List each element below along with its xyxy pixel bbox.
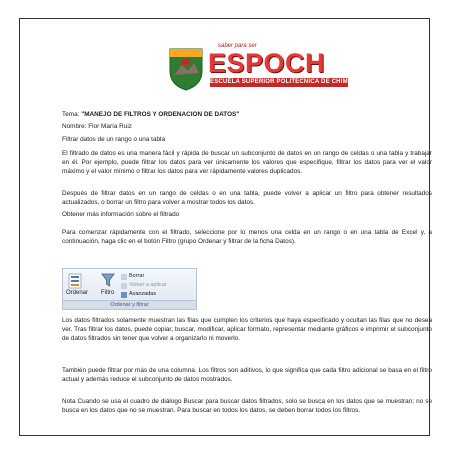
theme-value: "MANEJO DE FILTROS Y ORDENACION DE DATOS" [81,111,240,118]
sort-filter-ribbon-image [62,268,197,310]
more-info-heading: Obtener más información sobre el filtrado [62,211,180,218]
brand-subtitle: ESCUELA SUPERIOR POLITECNICA DE CHIMBORAZO [210,79,375,85]
brand-name: ESPOCH [208,48,326,78]
paragraph: También puede filtrar por más de una columna. Los filtros son aditivos, lo que significa que cada filtro adicional se basa en el filtro actual y además reduce el subconjunto de datos mostrados. [62,367,432,384]
reapply-label: Volver a aplicar [129,282,167,288]
theme-label: Tema: [62,111,80,118]
author-line: Nombre: Flor María Ruiz [62,123,132,130]
university-seal-icon [166,45,206,91]
paragraph: Después de filtrar datos en un rango de celdas o en una tabla, puede volver a aplicar un filtro para obtener resultados actualizados, o borrar un filtro para volver a mostrar todos los datos. [62,190,432,207]
clear-icon [121,274,127,280]
brand-tagline: saber para ser [218,43,257,49]
sort-az-icon [69,274,81,288]
sort-button-label: Ordenar [66,290,89,296]
paragraph: Los datos filtrados solamente muestran las filas que cumplen los criterios que haya especificado y ocultan las filas que no desea ver. Tras filtrar los datos, puede copiar, buscar, modificar, aplicar formato, representar mediante gráficos e imprimir el subconjunto de datos filtrados sin tener que volver a organizarlo ni moverlo. [62,317,432,343]
theme-line [62,110,239,119]
reapply-option [121,281,167,290]
document-page [19,18,430,436]
advanced-icon [121,292,127,298]
clear-label: Borrar [129,273,145,279]
espoch-logo [166,43,375,99]
advanced-label: Avanzadas [129,291,157,297]
ribbon-group-label: Ordenar y filtrar [63,300,196,309]
filter-button-label: Filtro [101,290,115,296]
clear-option [121,272,144,281]
paragraph: El filtrado de datos es una manera fácil y rápida de buscar un subconjunto de datos en un rango de celdas o una tabla y trabajar en él. Por ejemplo, puede filtrar los datos para ver únicamente los valores que especifique, filtrar los datos para ver el valor máximo y el valor mínimo o filtrar los datos para ver rápidamente valores duplicados. [62,150,432,176]
section-heading: Filtrar datos de un rango o una tabla [62,136,166,143]
funnel-icon [101,273,115,287]
note-paragraph: Nota Cuando se usa el cuadro de diálogo Buscar para buscar datos filtrados, solo se busca en los datos que se muestran; no se busca en los datos que no se muestran. Para buscar en todos los datos, se deben borrar todos los filtros. [62,398,432,415]
paragraph: Para comenzar rápidamente con el filtrado, seleccione por lo menos una celda en un rango o en una tabla de Excel y, a continuación, haga clic en el botón Filtro (grupo Ordenar y filtrar de la ficha Datos). [62,229,432,246]
reapply-icon [121,283,127,289]
advanced-option [121,290,156,299]
